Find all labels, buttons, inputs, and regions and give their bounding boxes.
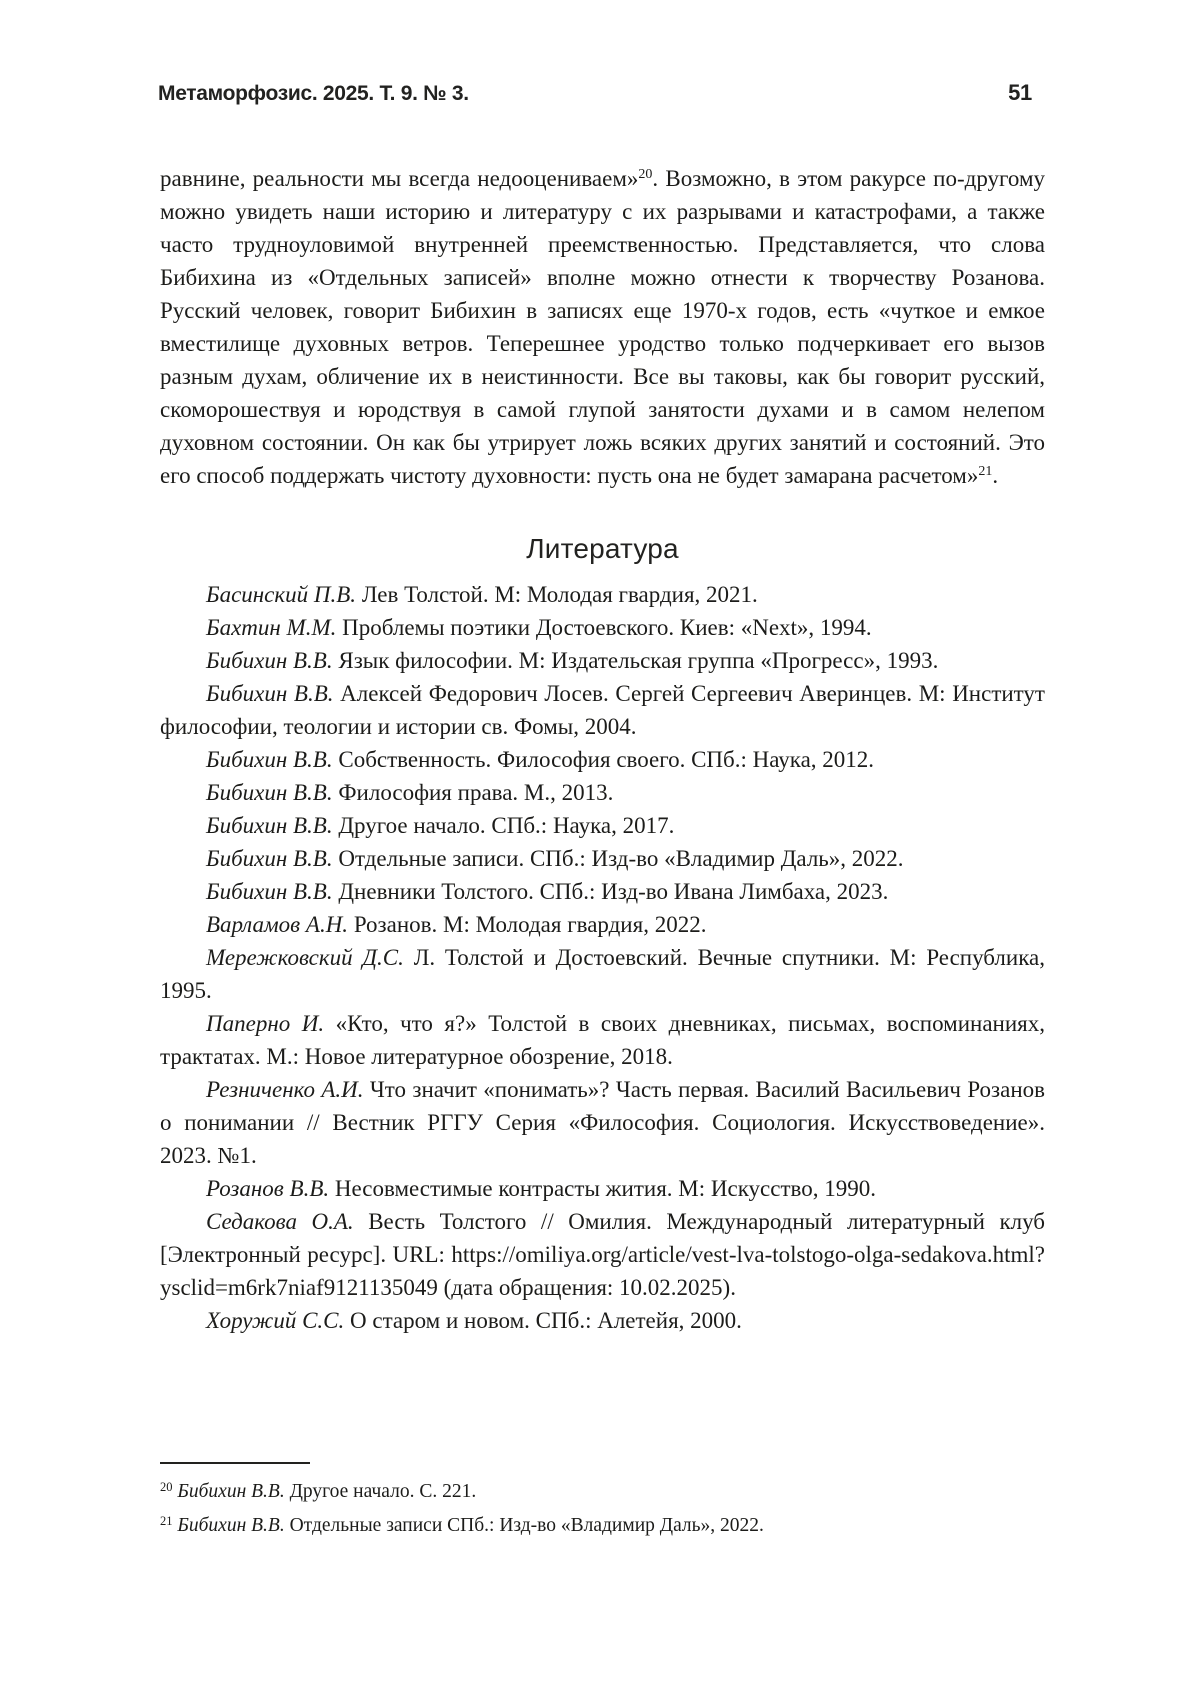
reference-text: Что значит «понимать»? Часть первая. Василий Васильевич Розанов о понимании // Вестник РГГУ Серия «Философия. Социология. Искусствоведение». 2023. №1. bbox=[160, 1077, 1046, 1168]
reference-author: Бахтин М.М. bbox=[206, 615, 337, 640]
reference-author: Бибихин В.В. bbox=[206, 780, 333, 805]
reference-item bbox=[160, 1304, 1045, 1337]
reference-author: Бибихин В.В. bbox=[206, 681, 334, 706]
reference-text: «Кто, что я?» Толстой в своих дневниках, письмах, воспоминаниях, трактатах. М.: Новое литературное обозрение, 2018. bbox=[160, 1011, 1045, 1069]
reference-text: Л. Толстой и Достоевский. Вечные спутники. М: Республика, 1995. bbox=[160, 945, 1046, 1003]
footnote-divider bbox=[160, 1462, 310, 1464]
reference-item bbox=[160, 908, 1045, 941]
reference-text: Философия права. М., 2013. bbox=[332, 780, 614, 805]
footnote-reference-20: 20 bbox=[638, 167, 653, 183]
reference-author: Паперно И. bbox=[206, 1011, 325, 1036]
reference-item bbox=[160, 875, 1045, 908]
reference-text: Проблемы поэтики Достоевского. Киев: «Next», 1994. bbox=[336, 615, 872, 640]
reference-text: Весть Толстого // Омилия. Международный литературный клуб [Электронный ресурс]. URL: https://omiliya.org/article/vest-lva-tolstogo-olga-sedakova.html?ysclid=m6rk7niaf9121135049 (дата обращения: 10.02.2025). bbox=[160, 1209, 1046, 1300]
reference-text: Дневники Толстого. СПб.: Изд-во Ивана Лимбаха, 2023. bbox=[332, 879, 889, 904]
footnote-marker: 21 bbox=[160, 1513, 173, 1528]
reference-author: Басинский П.В. bbox=[206, 582, 357, 607]
reference-text: Розанов. М: Молодая гвардия, 2022. bbox=[348, 912, 707, 937]
reference-text: Лев Толстой. М: Молодая гвардия, 2021. bbox=[356, 582, 758, 607]
reference-text: Отдельные записи. СПб.: Изд-во «Владимир Даль», 2022. bbox=[332, 846, 904, 871]
body-text-part-2: . Возможно, в этом ракурсе по-другому можно увидеть наши историю и литературу с их разрывами и катастрофами, а также часто трудноуловимой внутренней преемственностью. Представляется, что слова Бибихина из «Отдельных записей» вполне можно отнести к творчеству Розанова. Русский человек, говорит Бибихин в записях еще 1970-х годов, есть «чуткое и емкое вместилище духовных ветров. Теперешнее уродство только подчеркивает его вызов разным духам, обличение их в неистинности. Все вы таковы, как бы говорит русский, скоморошествуя и юродствуя в самой глупой занятости духами и в самом нелепом духовном состоянии. Он как бы утрирует ложь всяких других занятий и состояний. Это его способ поддержать чистоту духовности: пусть она не будет замарана расчетом» bbox=[160, 166, 1045, 488]
reference-author: Варламов А.Н. bbox=[206, 912, 349, 937]
reference-text: О старом и новом. СПб.: Алетейя, 2000. bbox=[344, 1308, 742, 1333]
footnotes-section bbox=[160, 1462, 1045, 1544]
reference-text: Алексей Федорович Лосев. Сергей Сергеевич Аверинцев. М: Институт философии, теологии и истории св. Фомы, 2004. bbox=[160, 681, 1045, 739]
body-paragraph bbox=[160, 162, 1045, 492]
reference-author: Хоружий С.С. bbox=[206, 1308, 345, 1333]
reference-item bbox=[160, 1073, 1045, 1172]
footnote-reference-21: 21 bbox=[978, 464, 993, 480]
footnote-author: Бибихин В.В. bbox=[177, 1515, 285, 1536]
reference-author: Бибихин В.В. bbox=[206, 846, 333, 871]
page-number: 51 bbox=[1008, 80, 1032, 105]
body-text-part-3: . bbox=[992, 463, 999, 488]
reference-item bbox=[160, 677, 1045, 743]
reference-item bbox=[160, 776, 1045, 809]
reference-author: Бибихин В.В. bbox=[206, 879, 333, 904]
footnote-item bbox=[160, 1510, 1045, 1541]
footnote-text: Отдельные записи СПб.: Изд-во «Владимир Даль», 2022. bbox=[284, 1515, 764, 1536]
journal-title: Метаморфозис. 2025. Т. 9. № 3. bbox=[158, 82, 469, 105]
reference-item bbox=[160, 842, 1045, 875]
reference-item bbox=[160, 1205, 1045, 1304]
reference-item bbox=[160, 1172, 1045, 1205]
reference-item bbox=[160, 809, 1045, 842]
page-content bbox=[160, 162, 1045, 1337]
reference-item bbox=[160, 1007, 1045, 1073]
reference-author: Бибихин В.В. bbox=[206, 648, 333, 673]
reference-text: Несовместимые контрасты жития. М: Искусство, 1990. bbox=[329, 1176, 876, 1201]
reference-text: Язык философии. М: Издательская группа «Прогресс», 1993. bbox=[332, 648, 939, 673]
reference-author: Мережковский Д.С. bbox=[206, 945, 404, 970]
reference-author: Розанов В.В. bbox=[206, 1176, 330, 1201]
footnote-marker: 20 bbox=[160, 1479, 173, 1494]
reference-item bbox=[160, 644, 1045, 677]
reference-item bbox=[160, 743, 1045, 776]
reference-author: Бибихин В.В. bbox=[206, 813, 333, 838]
reference-item bbox=[160, 611, 1045, 644]
reference-list bbox=[160, 578, 1045, 1337]
reference-author: Седакова О.А. bbox=[206, 1209, 354, 1234]
reference-text: Другое начало. СПб.: Наука, 2017. bbox=[332, 813, 675, 838]
body-text-part-1: равнине, реальности мы всегда недооцениваем» bbox=[160, 166, 639, 191]
literature-heading: Литература bbox=[526, 533, 679, 564]
reference-item bbox=[160, 578, 1045, 611]
footnote-author: Бибихин В.В. bbox=[177, 1481, 285, 1502]
running-header bbox=[158, 80, 1050, 106]
footnote-item bbox=[160, 1476, 1045, 1507]
reference-item bbox=[160, 941, 1045, 1007]
reference-text: Собственность. Философия своего. СПб.: Наука, 2012. bbox=[332, 747, 875, 772]
reference-author: Бибихин В.В. bbox=[206, 747, 333, 772]
reference-author: Резниченко А.И. bbox=[206, 1077, 364, 1102]
footnote-text: Другое начало. С. 221. bbox=[284, 1481, 477, 1502]
